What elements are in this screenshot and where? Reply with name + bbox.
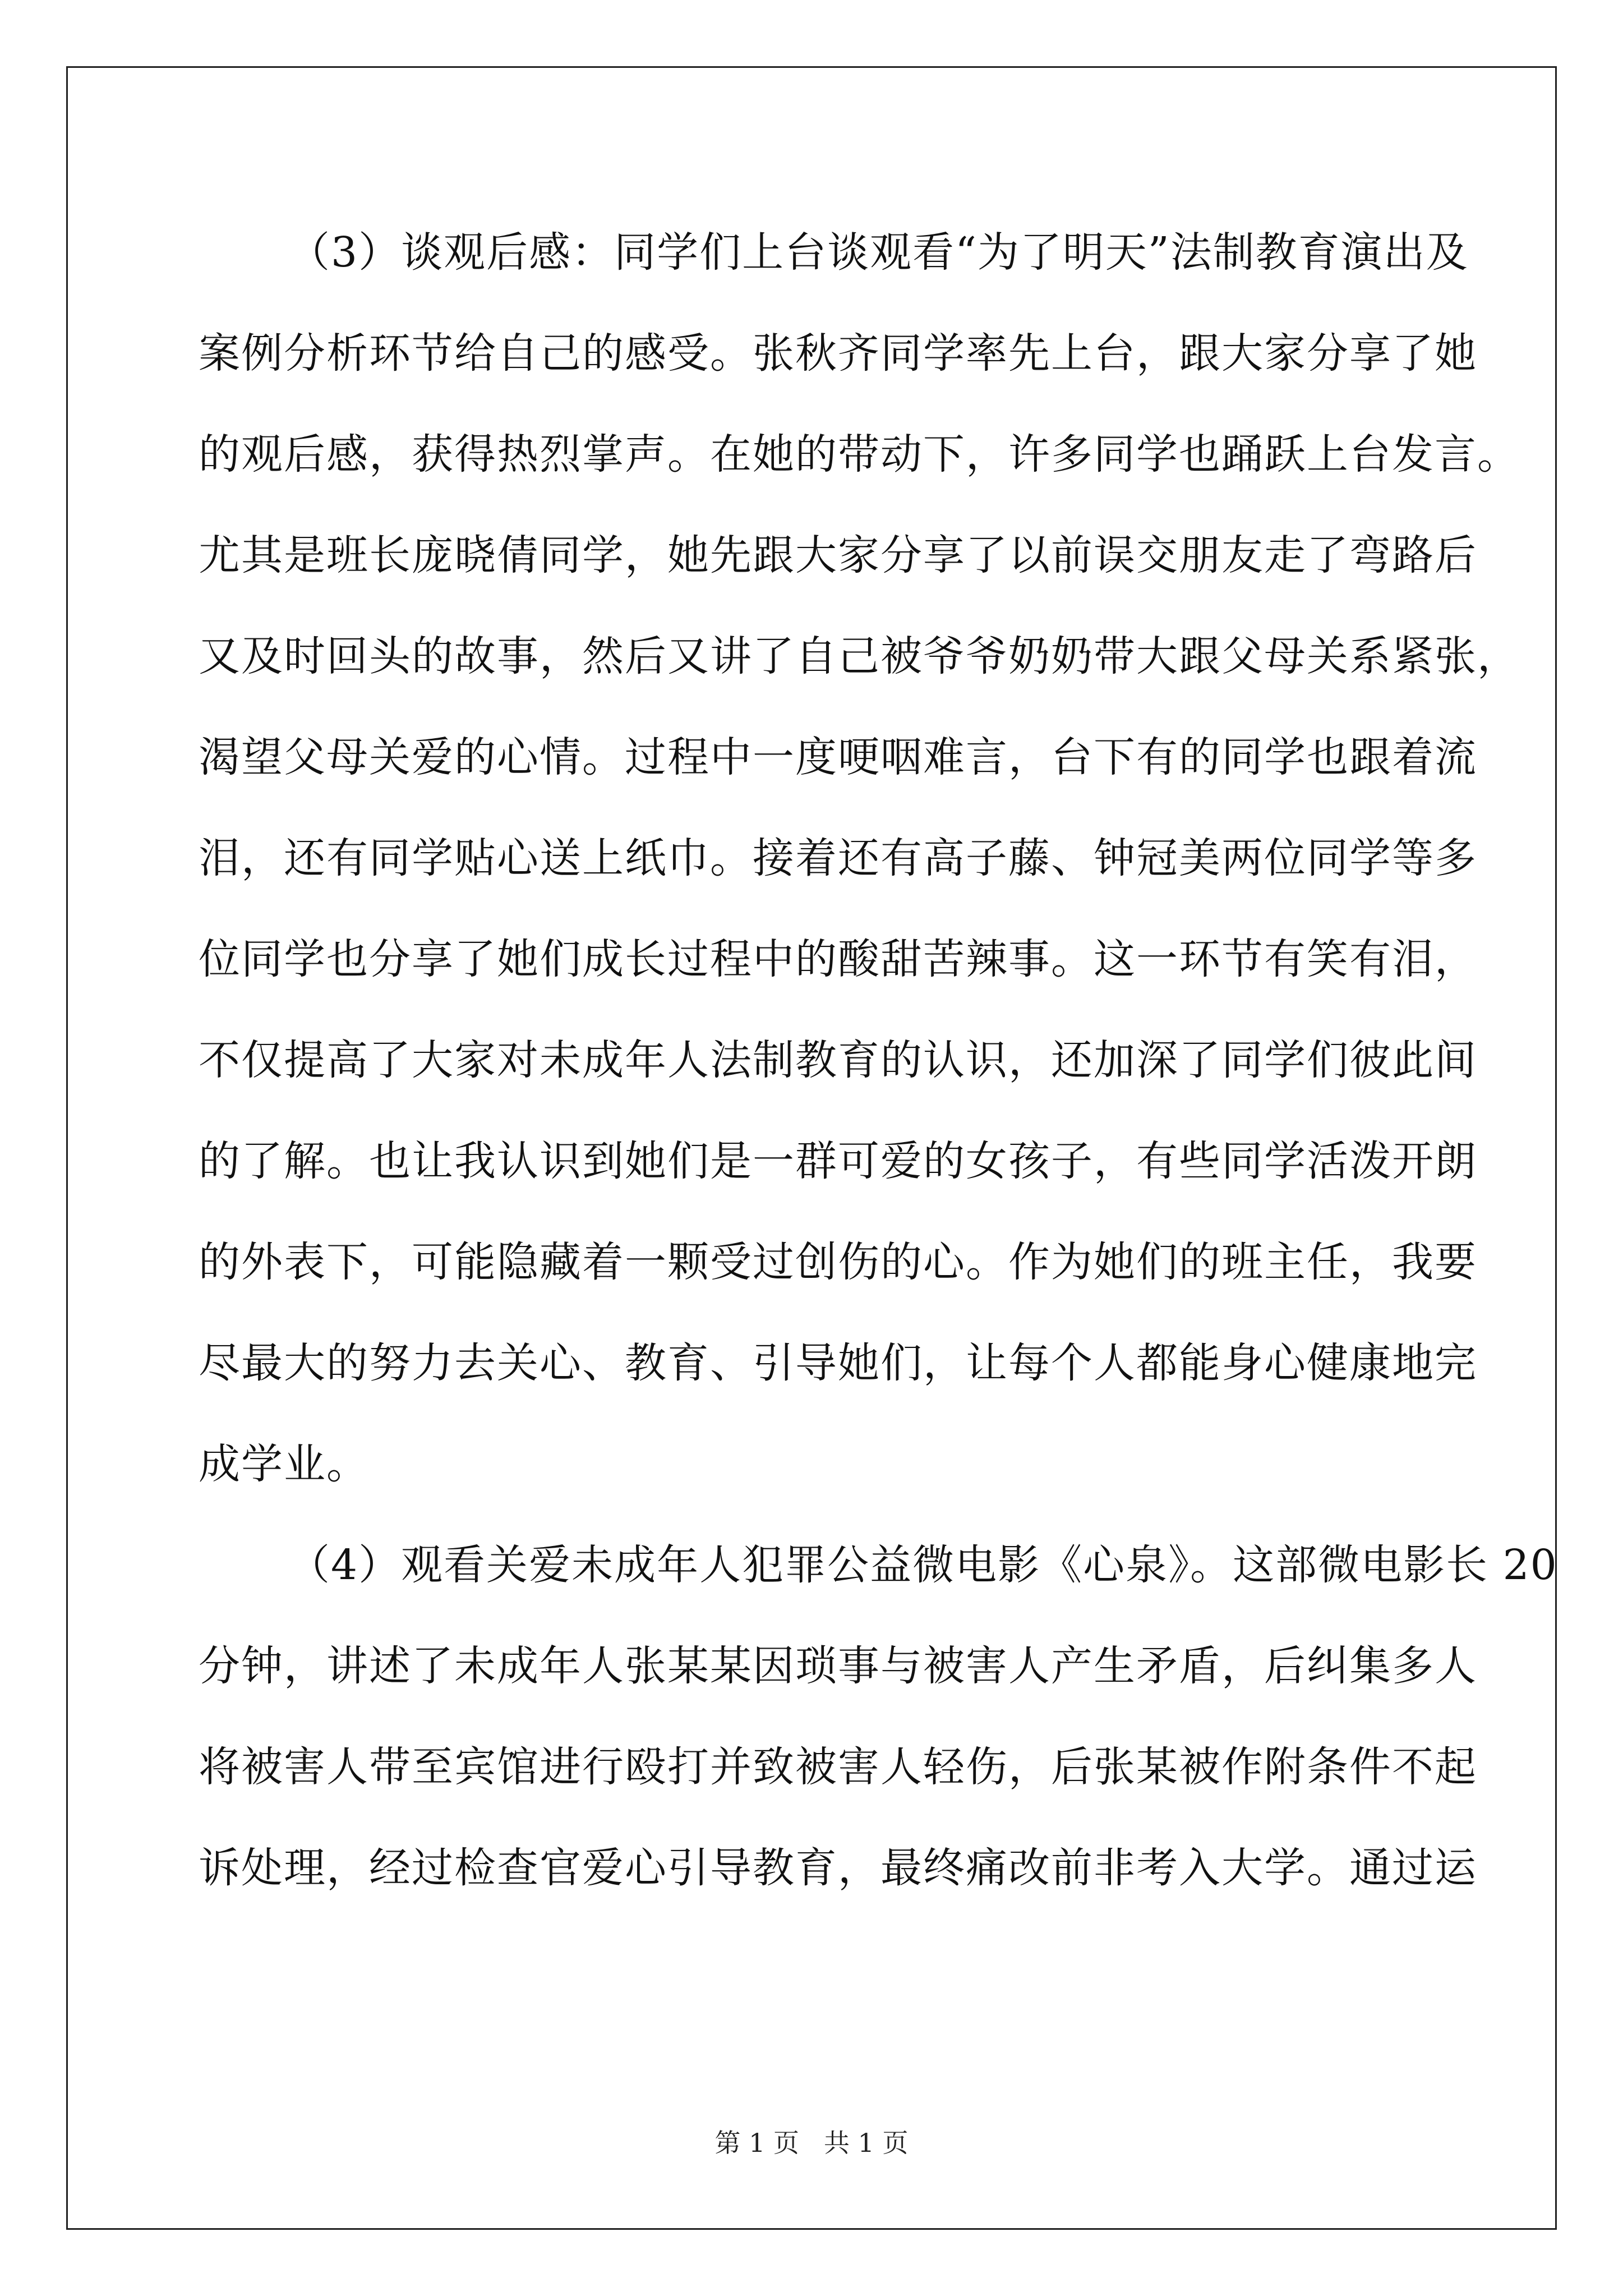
paragraph-4-line-4: 诉处理，经过检查官爱心引导教育，最终痛改前非考入大学。通过运: [199, 1844, 1477, 1892]
paragraph-3-line-11: 的外表下，可能隐藏着一颗受过创伤的心。作为她们的班主任，我要: [199, 1238, 1477, 1286]
paragraph-3-line-6: 渴望父母关爱的心情。过程中一度哽咽难言，台下有的同学也跟着流: [199, 733, 1477, 781]
paragraph-3-line-5: 又及时回头的故事，然后又讲了自己被爷爷奶奶带大跟父母关系紧张，: [199, 632, 1520, 680]
paragraph-3-line-7: 泪，还有同学贴心送上纸巾。接着还有高子藤、钟冠美两位同学等多: [199, 834, 1477, 882]
paragraph-3-line-1: （3）谈观后感：同学们上台谈观看“为了明天”法制教育演出及: [288, 228, 1469, 277]
document-body: [199, 210, 1558, 1927]
paragraph-4-line-3: 将被害人带至宾馆进行殴打并致被害人轻伤，后张某被作附条件不起: [199, 1743, 1477, 1791]
page-number: 第 1 页: [714, 2128, 799, 2158]
page-footer: [0, 2126, 1623, 2160]
paragraph-4-line-1: （4）观看关爱未成年人犯罪公益微电影《心泉》。这部微电影长 20: [288, 1541, 1558, 1589]
paragraph-3-line-12: 尽最大的努力去关心、教育、引导她们，让每个人都能身心健康地完: [199, 1339, 1477, 1387]
page-total: 共 1 页: [824, 2128, 909, 2158]
paragraph-3-line-9: 不仅提高了大家对未成年人法制教育的认识，还加深了同学们彼此间: [199, 1036, 1477, 1084]
paragraph-3-line-8: 位同学也分享了她们成长过程中的酸甜苦辣事。这一环节有笑有泪，: [199, 935, 1477, 983]
paragraph-3-line-10: 的了解。也让我认识到她们是一群可爱的女孩子，有些同学活泼开朗: [199, 1137, 1477, 1185]
paragraph-3-line-4: 尤其是班长庞晓倩同学，她先跟大家分享了以前误交朋友走了弯路后: [199, 531, 1477, 579]
paragraph-3-line-3: 的观后感，获得热烈掌声。在她的带动下，许多同学也踊跃上台发言。: [199, 430, 1520, 478]
paragraph-3-line-13: 成学业。: [199, 1440, 369, 1488]
paragraph-3-line-2: 案例分析环节给自己的感受。张秋齐同学率先上台，跟大家分享了她: [199, 329, 1477, 378]
paragraph-4-line-2: 分钟，讲述了未成年人张某某因琐事与被害人产生矛盾，后纠集多人: [199, 1642, 1477, 1690]
